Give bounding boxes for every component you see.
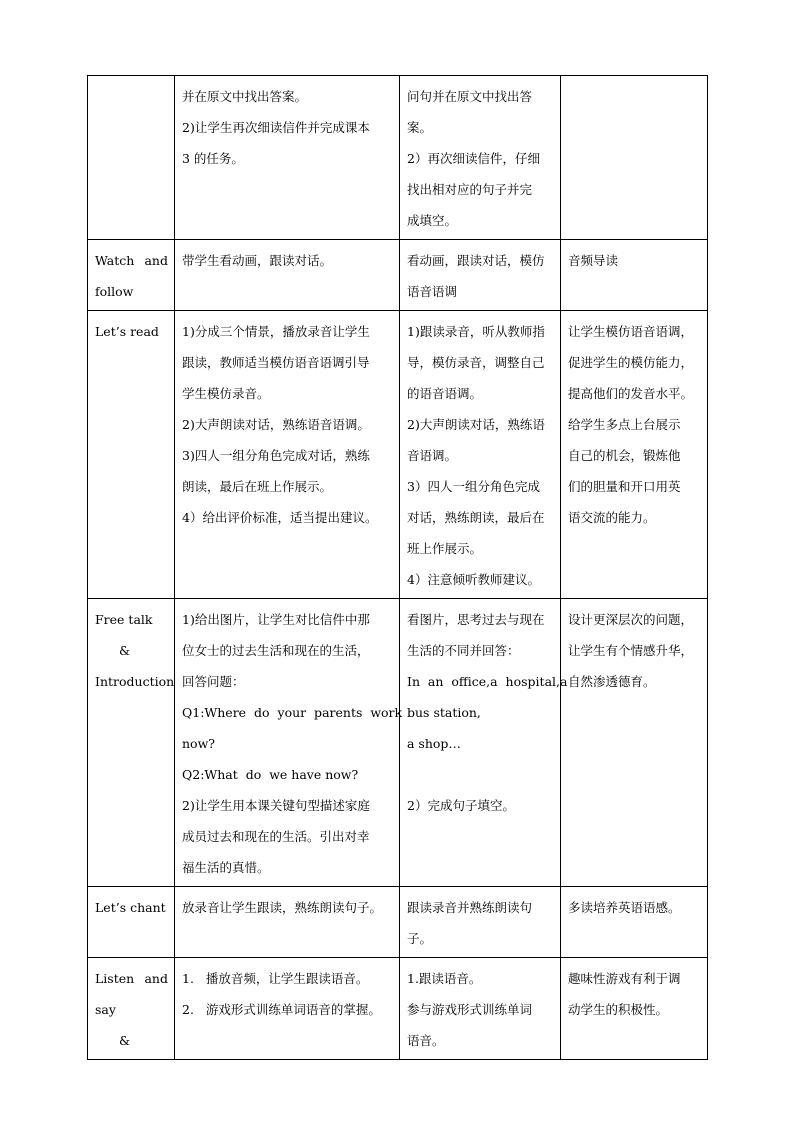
teacher-activity-cell bbox=[175, 240, 400, 311]
text-line: 促进学生的模仿能力， bbox=[568, 355, 694, 370]
text-line: 1. 播放音频，让学生跟读语音。 bbox=[182, 971, 369, 986]
teacher-activity-cell bbox=[175, 887, 400, 958]
student-activity-cell bbox=[400, 887, 561, 958]
text-line: 导，模仿录音，调整自己 bbox=[407, 355, 545, 370]
teacher-activity-cell bbox=[175, 599, 403, 887]
table-row bbox=[88, 599, 708, 887]
stage-word: Listen bbox=[95, 971, 135, 986]
text-line: 跟读录音并熟练朗读句 bbox=[407, 900, 533, 915]
text-line: 1)跟读录音，听从教师指 bbox=[407, 324, 545, 339]
text-line: 2)大声朗读对话，熟练语 bbox=[407, 417, 545, 432]
text-line: 语音。 bbox=[407, 1033, 445, 1048]
purpose-cell bbox=[561, 887, 708, 958]
stage-cell bbox=[88, 887, 175, 958]
table-row bbox=[88, 887, 708, 958]
stage-cell bbox=[88, 958, 175, 1060]
text-line: 4）注意倾听教师建议。 bbox=[407, 572, 540, 587]
stage-cell bbox=[88, 311, 175, 599]
teacher-activity-cell bbox=[175, 958, 400, 1060]
text-line: 参与游戏形式训练单词 bbox=[407, 1002, 533, 1017]
stage-cell bbox=[88, 240, 175, 311]
text-line: 看图片，思考过去与现在 bbox=[407, 612, 545, 627]
stage-line: Let’s chant bbox=[95, 900, 166, 915]
text-line bbox=[407, 759, 554, 790]
student-activity-cell bbox=[400, 958, 561, 1060]
text-line: 福生活的真惜。 bbox=[182, 860, 270, 875]
text-line: 学生模仿录音。 bbox=[182, 386, 270, 401]
text-line: 们的胆量和开口用英 bbox=[568, 479, 681, 494]
text-line: 成员过去和现在的生活。引出对幸 bbox=[182, 829, 370, 844]
text-line: 问句并在原文中找出答 bbox=[407, 89, 533, 104]
stage-word: Watch bbox=[95, 253, 135, 268]
stage-line: say bbox=[95, 1002, 116, 1017]
text-line: 2）完成句子填空。 bbox=[407, 798, 515, 813]
text-line: 动学生的积极性。 bbox=[568, 1002, 669, 1017]
text-line: 语交流的能力。 bbox=[568, 510, 656, 525]
stage-line: & bbox=[119, 643, 131, 658]
text-line: 3）四人一组分角色完成 bbox=[407, 479, 540, 494]
text-line: a shop… bbox=[407, 736, 461, 751]
text-line: 放录音让学生跟读，熟练朗读句子。 bbox=[182, 900, 383, 915]
text-line: Q1:Where do your parents work bbox=[182, 705, 403, 720]
stage-cell bbox=[88, 76, 175, 240]
table-row bbox=[88, 958, 708, 1060]
text-line: 趣味性游戏有利于调 bbox=[568, 971, 681, 986]
student-activity-cell bbox=[400, 311, 561, 599]
text-line: 1)分成三个情景，播放录音让学生 bbox=[182, 324, 370, 339]
text-line: 设计更深层次的问题， bbox=[568, 612, 694, 627]
text-line: 语音语调 bbox=[407, 284, 458, 299]
student-activity-cell bbox=[400, 76, 561, 240]
text-line: 的语音语调。 bbox=[407, 386, 483, 401]
text-line: 让学生有个情感升华， bbox=[568, 643, 694, 658]
text-line: 音语调。 bbox=[407, 448, 458, 463]
teacher-activity-cell bbox=[175, 76, 400, 240]
stage-line bbox=[95, 963, 168, 994]
text-line: 回答问题： bbox=[182, 674, 245, 689]
text-line: 2)让学生用本课关键句型描述家庭 bbox=[182, 798, 370, 813]
text-line: 2)大声朗读对话，熟练语音语调。 bbox=[182, 417, 370, 432]
purpose-cell bbox=[561, 311, 708, 599]
stage-line bbox=[95, 245, 168, 276]
stage-word: and bbox=[144, 253, 168, 268]
text-line: 看动画，跟读对话，模仿 bbox=[407, 253, 545, 268]
text-line: Q2:What do we have now? bbox=[182, 767, 359, 782]
stage-line: & bbox=[119, 1033, 131, 1048]
student-activity-cell bbox=[400, 599, 568, 887]
stage-line: Introduction bbox=[95, 674, 175, 689]
student-activity-cell bbox=[400, 240, 561, 311]
text-line: 2)让学生再次细读信件并完成课本 bbox=[182, 120, 370, 135]
text-line: now? bbox=[182, 736, 215, 751]
purpose-cell bbox=[561, 76, 708, 240]
text-line: In an office,a hospital,a bbox=[407, 674, 568, 689]
text-line: 2. 游戏形式训练单词语音的掌握。 bbox=[182, 1002, 381, 1017]
stage-line: follow bbox=[95, 284, 134, 299]
text-line: 位女士的过去生活和现在的生活， bbox=[182, 643, 370, 658]
lesson-plan-table bbox=[87, 75, 708, 1060]
text-line: 4）给出评价标准，适当提出建议。 bbox=[182, 510, 378, 525]
purpose-cell bbox=[561, 958, 708, 1060]
text-line: 朗读，最后在班上作展示。 bbox=[182, 479, 333, 494]
text-line: 提高他们的发音水平。 bbox=[568, 386, 694, 401]
text-line: 音频导读 bbox=[568, 253, 619, 268]
text-line: 案。 bbox=[407, 120, 433, 135]
purpose-cell bbox=[561, 599, 708, 887]
text-line: 跟读，教师适当模仿语音语调引导 bbox=[182, 355, 370, 370]
text-line: 多读培养英语语感。 bbox=[568, 900, 681, 915]
stage-line: Free talk bbox=[95, 612, 153, 627]
text-line: 自己的机会，锻炼他 bbox=[568, 448, 681, 463]
text-line: 1)给出图片，让学生对比信件中那 bbox=[182, 612, 370, 627]
text-line: 班上作展示。 bbox=[407, 541, 483, 556]
text-line: 2）再次细读信件，仔细 bbox=[407, 151, 540, 166]
purpose-cell bbox=[561, 240, 708, 311]
text-line: 3)四人一组分角色完成对话，熟练 bbox=[182, 448, 370, 463]
table-row bbox=[88, 76, 708, 240]
text-line: 成填空。 bbox=[407, 213, 458, 228]
text-line: 对话，熟练朗读，最后在 bbox=[407, 510, 545, 525]
text-line: 给学生多点上台展示 bbox=[568, 417, 681, 432]
text-line: bus station, bbox=[407, 705, 481, 720]
stage-cell bbox=[88, 599, 175, 887]
teacher-activity-cell bbox=[175, 311, 400, 599]
text-line: 生活的不同并回答： bbox=[407, 643, 520, 658]
text-line: 自然渗透德育。 bbox=[568, 674, 656, 689]
text-line: 带学生看动画，跟读对话。 bbox=[182, 253, 333, 268]
text-line: 让学生模仿语音语调， bbox=[568, 324, 694, 339]
text-line: 3 的任务。 bbox=[182, 151, 244, 166]
text-line: 1.跟读语音。 bbox=[407, 971, 482, 986]
text-line: 并在原文中找出答案。 bbox=[182, 89, 308, 104]
text-line: 子。 bbox=[407, 931, 433, 946]
text-line: 找出相对应的句子并完 bbox=[407, 182, 533, 197]
table-row bbox=[88, 240, 708, 311]
table-row bbox=[88, 311, 708, 599]
stage-word: and bbox=[144, 971, 168, 986]
stage-line: Let’s read bbox=[95, 324, 159, 339]
